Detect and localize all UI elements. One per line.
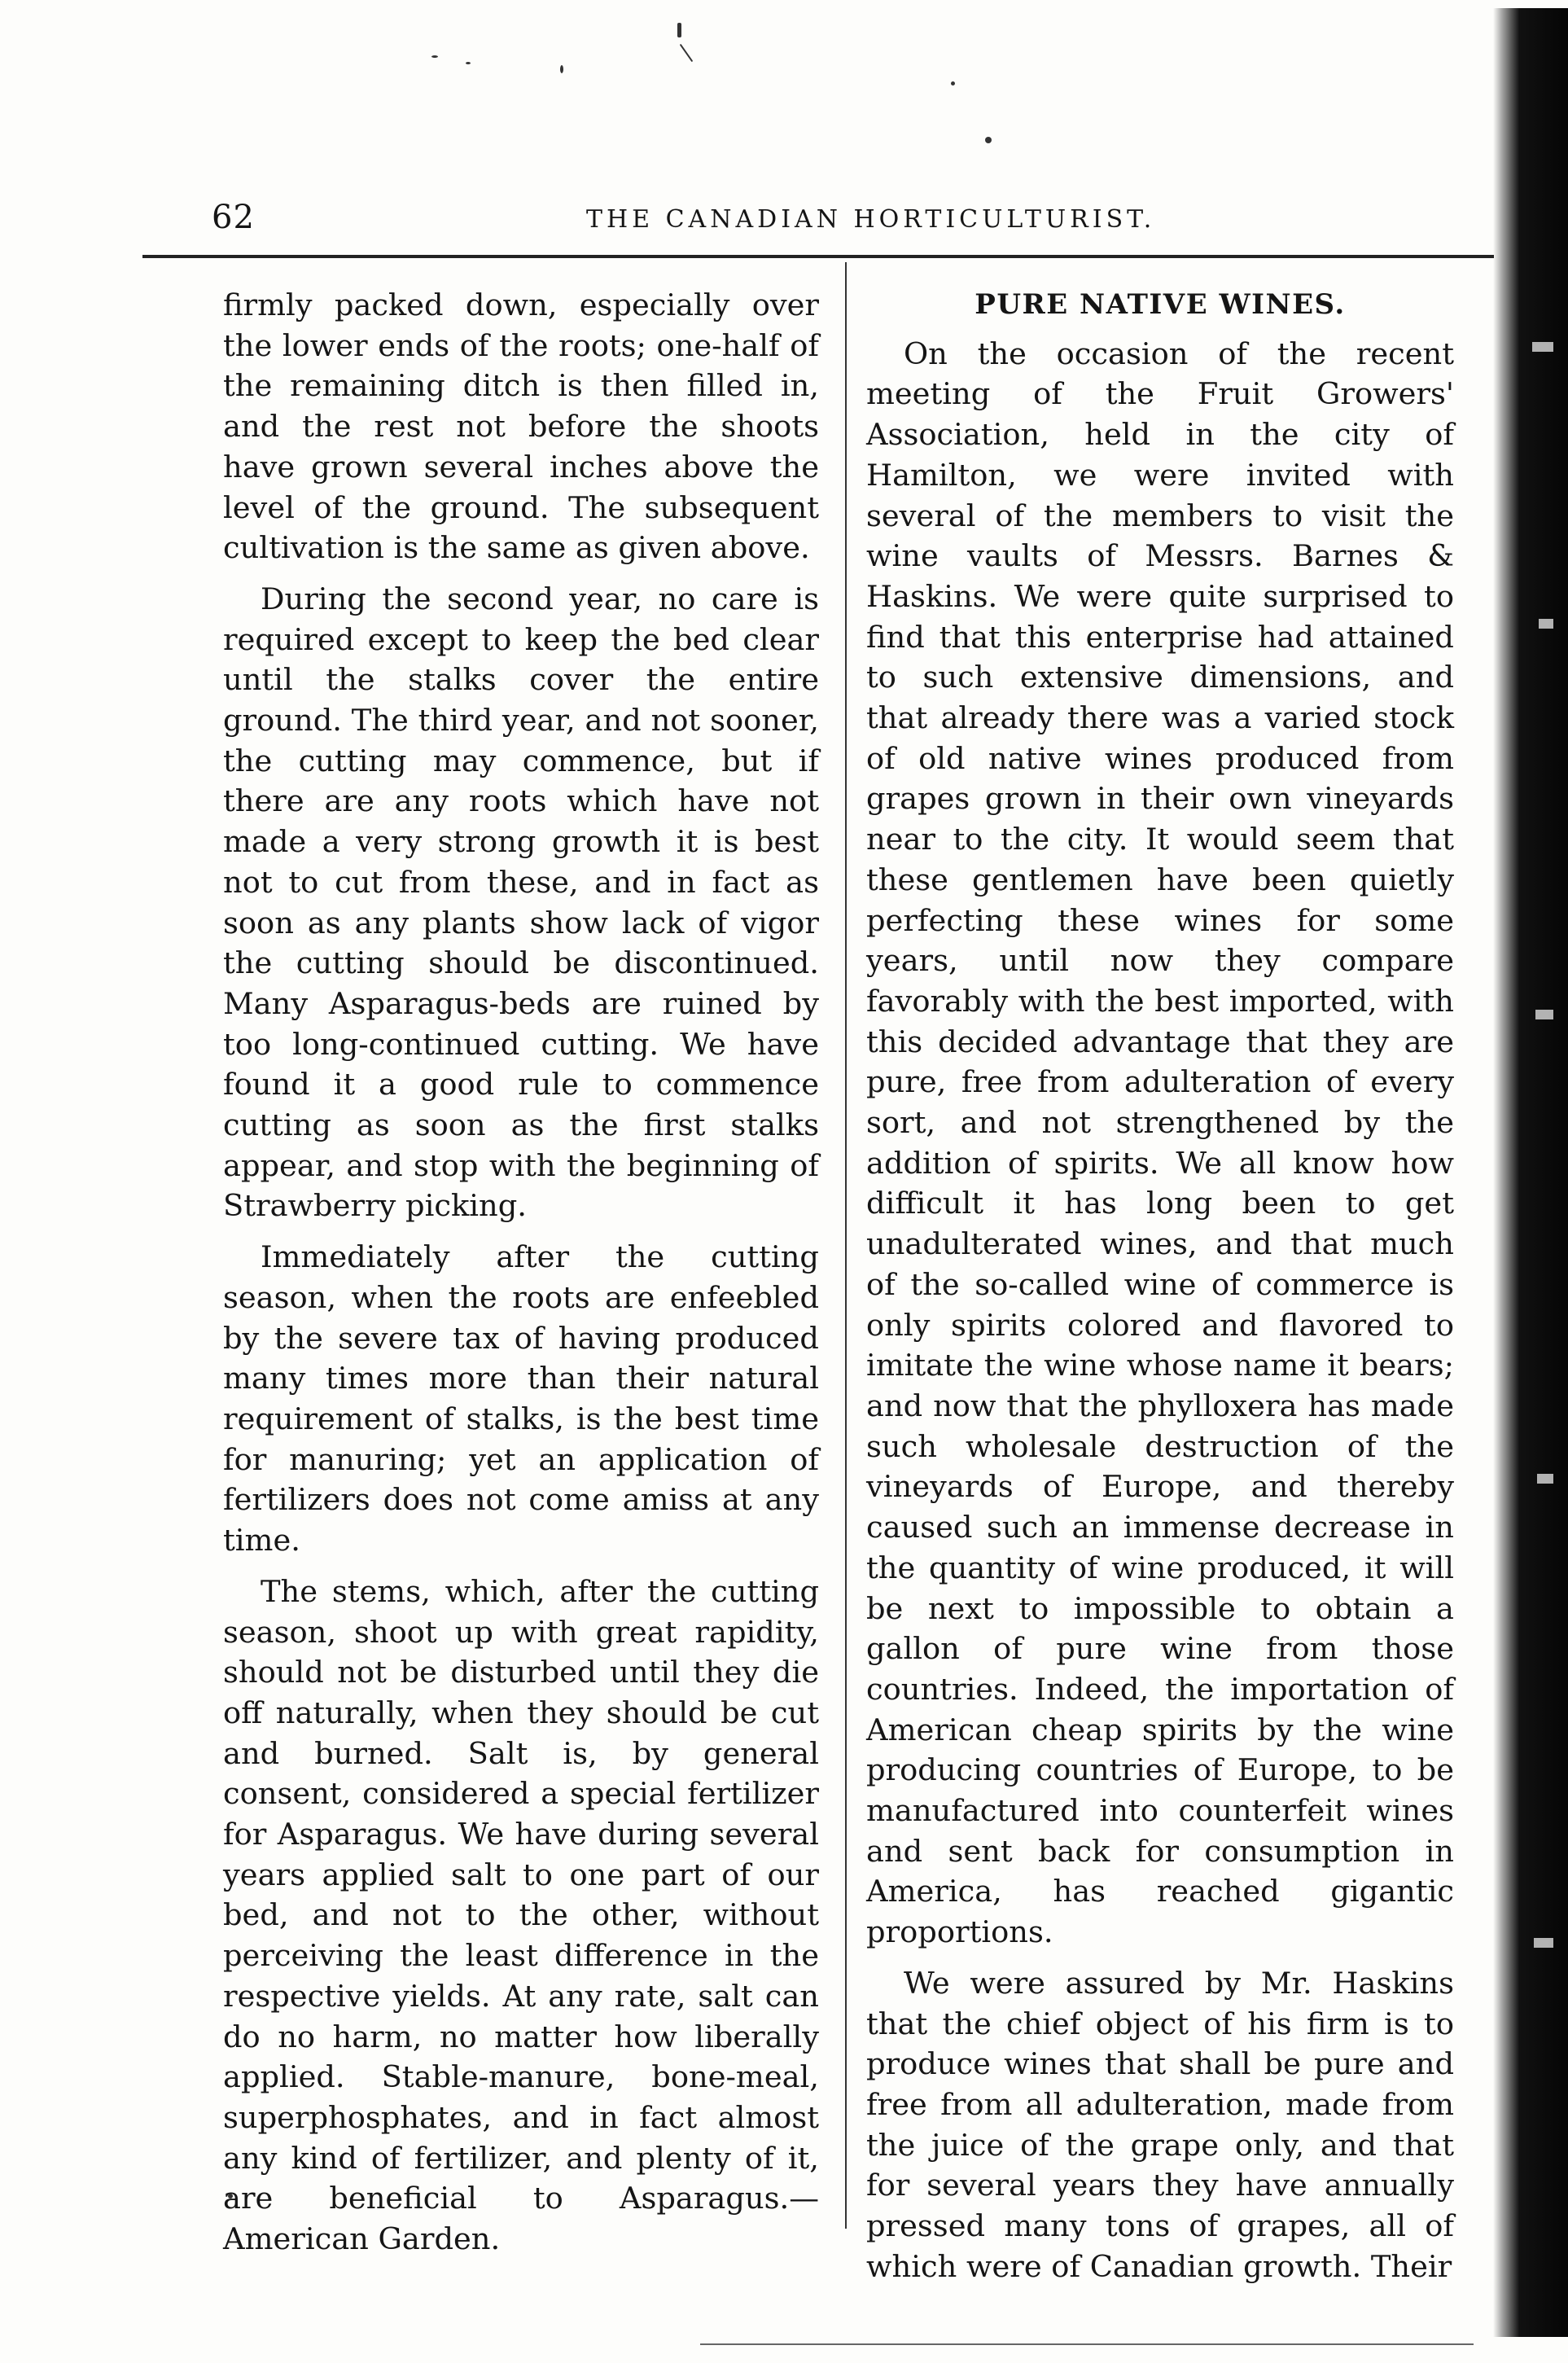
scan-mark — [985, 137, 992, 143]
header-rule — [142, 255, 1494, 258]
paragraph: firmly packed down, especially over the lower ends of the roots; one-half of the remaining ditch is then filled in, and the rest not before the shoots have grown several inches above the level of the ground. The subsequent cultivation is the same as given above. — [223, 287, 819, 566]
page-number: 62 — [212, 199, 255, 236]
running-head — [65, 194, 1482, 243]
article-heading: PURE NATIVE WINES. — [975, 288, 1346, 321]
paragraph: Immediately after the cutting season, when the roots are enfeebled by the severe tax of having produced many times more than their natural requirement of stalks, is the best time for manuring; yet an application of fertilizers does not come amiss at any time. — [223, 1239, 819, 1559]
scan-mark — [677, 23, 681, 37]
scan-mark — [951, 81, 955, 85]
column-divider — [845, 262, 847, 2229]
scan-mark — [680, 44, 694, 62]
scan-mark — [466, 62, 471, 64]
bottom-rule — [700, 2343, 1474, 2345]
journal-title: THE CANADIAN HORTICULTURIST. — [586, 205, 1156, 234]
paragraph: We were assured by Mr. Haskins that the chief object of his firm is to produce wines that shall be pure and free from all adulteration, made from the juice of the grape only, and that for several years they have annually pressed many tons of grapes, all of which were of Canadian growth. Their — [866, 1965, 1454, 2284]
paragraph: On the occasion of the recent meeting of the Fruit Growers' Association, held in the city of Hamilton, we were invited with several of the members to visit the wine vaults of Messrs. Barnes & Haskins. We were quite surprised to find that this enterprise had attained to such extensive dimensions, and that already there was a varied stock of old native wines produced from grapes grown in their own vineyards near to the city. It would seem that these gentlemen have been quietly perfecting these wines for some years, until now they compare favorably with the best imported, with this decided advantage that they are pure, free from adulteration of every sort, and not strengthened by the addition of spirits. We all know how difficult it has long been to get unadulterated wines, and that much of the so-called wine of commerce is only spirits colored and flavored to imitate the wine whose name it bears; and now that the phylloxera has made such wholesale destruction of the vineyards of Europe, and thereby caused such an immense decrease in the quantity of wine produced, it will be next to impossible to obtain a gallon of pure wine from those countries. Indeed, the importation of American cheap spirits by the wine producing countries of Europe, to be manufactured into counterfeit wines and sent back for consumption in America, has reached gigantic proportions. — [866, 335, 1454, 1950]
scan-mark — [431, 55, 438, 58]
paragraph: The stems, which, after the cutting season, shoot up with great rapidity, should not be disturbed until they die off naturally, when they should be cut and burned. Salt is, by general consent, considered a special fertilizer for Asparagus. We have during several years applied salt to one part of our bed, and not to the other, without perceiving the least difference in the respective yields. At any rate, salt can do no harm, no matter how liberally applied. Stable-manure, bone-meal, superphosphates, and in fact almost any kind of fertilizer, and plenty of it, are beneficial to Asparagus.—American Garden. — [223, 1573, 819, 2257]
paragraph: During the second year, no care is required except to keep the bed clear until the stalks cover the entire ground. The third year, and not sooner, the cutting may commence, but if there are any roots which have not made a very strong growth it is best not to cut from these, and in fact as soon as any plants show lack of vigor the cutting should be discontinued. Many Asparagus-beds are ruined by too long-continued cutting. We have found it a good rule to commence cutting as soon as the first stalks appear, and stop with the beginning of Strawberry picking. — [223, 581, 819, 1224]
left-column — [223, 285, 819, 2260]
right-column — [866, 285, 1454, 2286]
edge-speck — [1537, 1474, 1553, 1484]
edge-speck — [1535, 1010, 1553, 1019]
scan-mark — [560, 65, 563, 73]
page-edge-shadow — [1493, 8, 1568, 2337]
edge-speck — [1532, 342, 1553, 352]
edge-speck — [1534, 1938, 1553, 1948]
edge-speck — [1539, 619, 1553, 629]
